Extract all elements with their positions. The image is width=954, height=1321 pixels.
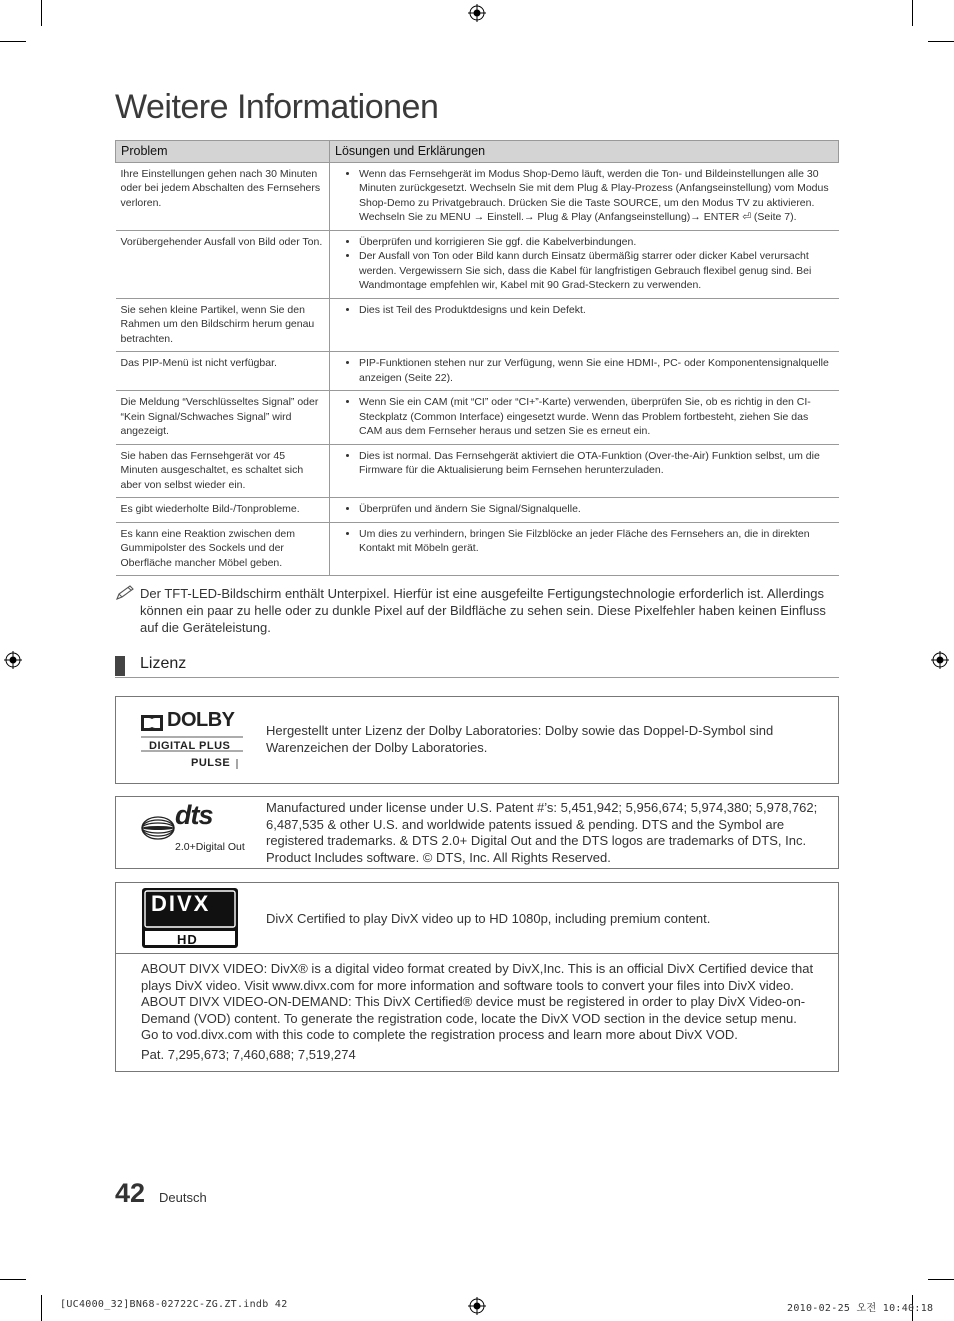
solution-item: • Der Ausfall von Ton oder Bild kann durch Einsatz übermäßig starrer oder dicker Kabel verursacht werden. Vergewissern Sie sich, dass die Kabel für langfristigen Gebrauch flexibel genug sind. Bei Wandmontage empfehlen wir, Kabel mit 90 Grad-Steckern zu verwenden. (359, 249, 834, 293)
dolby-license-text: Hergestellt unter Lizenz der Dolby Laboratories: Dolby sowie das Doppel-D-Symbol sind Warenzeichen der Dolby Laboratories. (266, 723, 774, 755)
solution-item: • Dies ist Teil des Produktdesigns und kein Defekt. (359, 303, 834, 318)
table-row (116, 391, 839, 445)
table-row (116, 522, 839, 576)
crop-mark (912, 0, 913, 26)
problem-cell: Es gibt wiederholte Bild-/Tonprobleme. (116, 498, 330, 523)
divider (116, 953, 838, 954)
solution-cell (330, 298, 839, 352)
problem-cell: Vorübergehender Ausfall von Bild oder Ton. (116, 230, 330, 298)
page-language: Deutsch (159, 1190, 207, 1205)
solution-item: • Wenn das Fernsehgerät im Modus Shop-Demo läuft, werden die Ton- und Bildeinstellungen alle 30 Minuten zurückgesetzt. Wechseln Sie mit dem Plug & Play-Prozess (Anfangseinstellung) vom Modus Shop-Demo zu Privatgebrauch. Drücken Sie die Taste SOURCE, um den Modus TV zu aktivieren. Wechseln Sie zu MENU → Einstell.→ Plug & Play (Anfangseinstellung)→ ENTER ⏎ (Seite 7). (359, 167, 834, 225)
solution-item: • Überprüfen und ändern Sie Signal/Signalquelle. (359, 502, 834, 517)
print-footer-right: 2010-02-25 오전 10:40:18 (787, 1303, 934, 1314)
page-number: 42 (115, 1178, 146, 1208)
crop-mark (41, 1295, 42, 1321)
section-title: Lizenz (140, 655, 187, 672)
crop-mark (928, 1279, 954, 1280)
solution-item: • Überprüfen und korrigieren Sie ggf. die Kabelverbindungen. (359, 235, 834, 250)
divx-license-text: DivX Certified to play DivX video up to HD 1080p, including premium content. (266, 911, 711, 926)
table-row (116, 230, 839, 298)
registration-mark-icon (468, 1297, 486, 1315)
problem-cell: Sie sehen kleine Partikel, wenn Sie den Rahmen um den Bildschirm herum genau betrachten. (116, 298, 330, 352)
troubleshooting-table (115, 140, 839, 576)
note (115, 585, 839, 636)
divx-about-paragraph: ABOUT DIVX VIDEO: DivX® is a digital video format created by DivX,Inc. This is an official DivX Certified device that plays DivX video. Visit www.divx.com for more information and software tools to convert your files into DivX video. ABOUT DIVX VIDEO-ON-DEMAND: This DivX Certified® device must be registered in order to play DivX Video-on-Demand (VOD) content. To generate the registration code, locate the DivX VOD section in the device setup menu. Go to vod.divx.com with this code to complete the registration process and learn more about DivX VOD. (141, 961, 814, 1042)
column-header-problem: Problem (116, 141, 330, 163)
table-row (116, 498, 839, 523)
problem-cell: Ihre Einstellungen gehen nach 30 Minuten oder bei jedem Abschalten des Fernsehers verloren. (116, 162, 330, 230)
solution-cell (330, 162, 839, 230)
dolby-pulse-label: PULSE (191, 757, 231, 769)
column-header-solution: Lösungen und Erklärungen (330, 141, 839, 163)
crop-mark (0, 41, 26, 42)
dolby-logo (141, 709, 243, 769)
solution-cell (330, 444, 839, 498)
divx-hd-label: HD (177, 932, 198, 947)
problem-cell: Das PIP-Menü ist nicht verfügbar. (116, 352, 330, 391)
solution-item: • Wenn Sie ein CAM (mit “CI” oder “CI+”-Karte) verwenden, überprüfen Sie, ob es richtig in den CI-Steckplatz (Common Interface) eingesetzt wurde. Wenn das Problem fortbesteht, ziehen Sie das CAM aus dem Fernseher heraus und setzen Sie es erneut ein. (359, 395, 834, 439)
divx-patents: Pat. 7,295,673; 7,460,688; 7,519,274 (141, 1046, 356, 1062)
crop-mark (41, 0, 42, 26)
problem-cell: Die Meldung “Verschlüsseltes Signal” oder “Kein Signal/Schwaches Signal” wird angezeigt. (116, 391, 330, 445)
dolby-license-box (115, 696, 839, 784)
table-row (116, 162, 839, 230)
solution-item: • PIP-Funktionen stehen nur zur Verfügung, wenn Sie eine HDMI-, PC- oder Komponentensignalquelle anzeigen (Seite 22). (359, 356, 834, 385)
solution-cell (330, 522, 839, 576)
table-row (116, 298, 839, 352)
note-text: Der TFT-LED-Bildschirm enthält Unterpixel. Hierfür ist eine ausgefeilte Fertigungstechnologie erforderlich ist. Allerdings können ein paar zu helle oder zu dunkle Pixel auf der Bildfläche zu sehen sein. Diese Pixelfehler haben keinen Einfluss auf die Geräteleistung. (140, 586, 826, 635)
page-title: Weitere Informationen (115, 88, 439, 126)
crop-mark (0, 1279, 26, 1280)
divx-hd-logo (141, 887, 239, 949)
pencil-note-icon (115, 585, 135, 601)
table-row (116, 444, 839, 498)
solution-cell (330, 352, 839, 391)
solution-cell (330, 498, 839, 523)
divx-license-box (115, 882, 839, 1072)
problem-cell: Es kann eine Reaktion zwischen dem Gummipolster des Sockels und der Oberfläche mancher Möbel geben. (116, 522, 330, 576)
dts-license-box (115, 796, 839, 869)
dts-license-text: Manufactured under license under U.S. Patent #’s: 5,451,942; 5,956,674; 5,974,380; 5,978,762; 6,487,535 & other U.S. and worldwide patents issued & pending. DTS and the Symbol are registered trademarks. & DTS 2.0+ Digital Out and the DTS logos are trademarks of DTS, Inc. Product Includes software. © DTS, Inc. All Rights Reserved. (266, 800, 818, 865)
dts-wordmark: dts (175, 800, 213, 830)
divx-wordmark: DIVX (151, 891, 211, 916)
dts-sublabel: 2.0+Digital Out (175, 841, 245, 853)
dts-symbol-icon (141, 815, 175, 841)
dolby-digital-plus-label: DIGITAL PLUS (149, 740, 231, 752)
print-footer-left: [UC4000_32]BN68-02722C-ZG.ZT.indb 42 (60, 1299, 288, 1310)
license-section-heading (115, 655, 839, 678)
table-row (116, 352, 839, 391)
solution-item: • Um dies zu verhindern, bringen Sie Filzblöcke an jeder Fläche des Fernsehers an, die in direkten Kontakt mit Möbeln gerät. (359, 527, 834, 556)
divx-about-text (141, 961, 814, 1063)
registration-mark-icon (931, 651, 949, 669)
crop-mark (928, 41, 954, 42)
section-bar (115, 656, 125, 676)
dolby-wordmark: DOLBY (167, 709, 235, 731)
registration-mark-icon (4, 651, 22, 669)
solution-cell (330, 391, 839, 445)
registration-mark-icon (468, 4, 486, 22)
dts-logo (141, 800, 246, 853)
solution-item: • Dies ist normal. Das Fernsehgerät aktiviert die OTA-Funktion (Over-the-Air) Funktion selbst, um die Firmware für die Aktualisierung beim Fernsehen herunterzuladen. (359, 449, 834, 478)
solution-cell (330, 230, 839, 298)
problem-cell: Sie haben das Fernsehgerät vor 45 Minuten ausgeschaltet, es schaltet sich aber von selbst wieder ein. (116, 444, 330, 498)
